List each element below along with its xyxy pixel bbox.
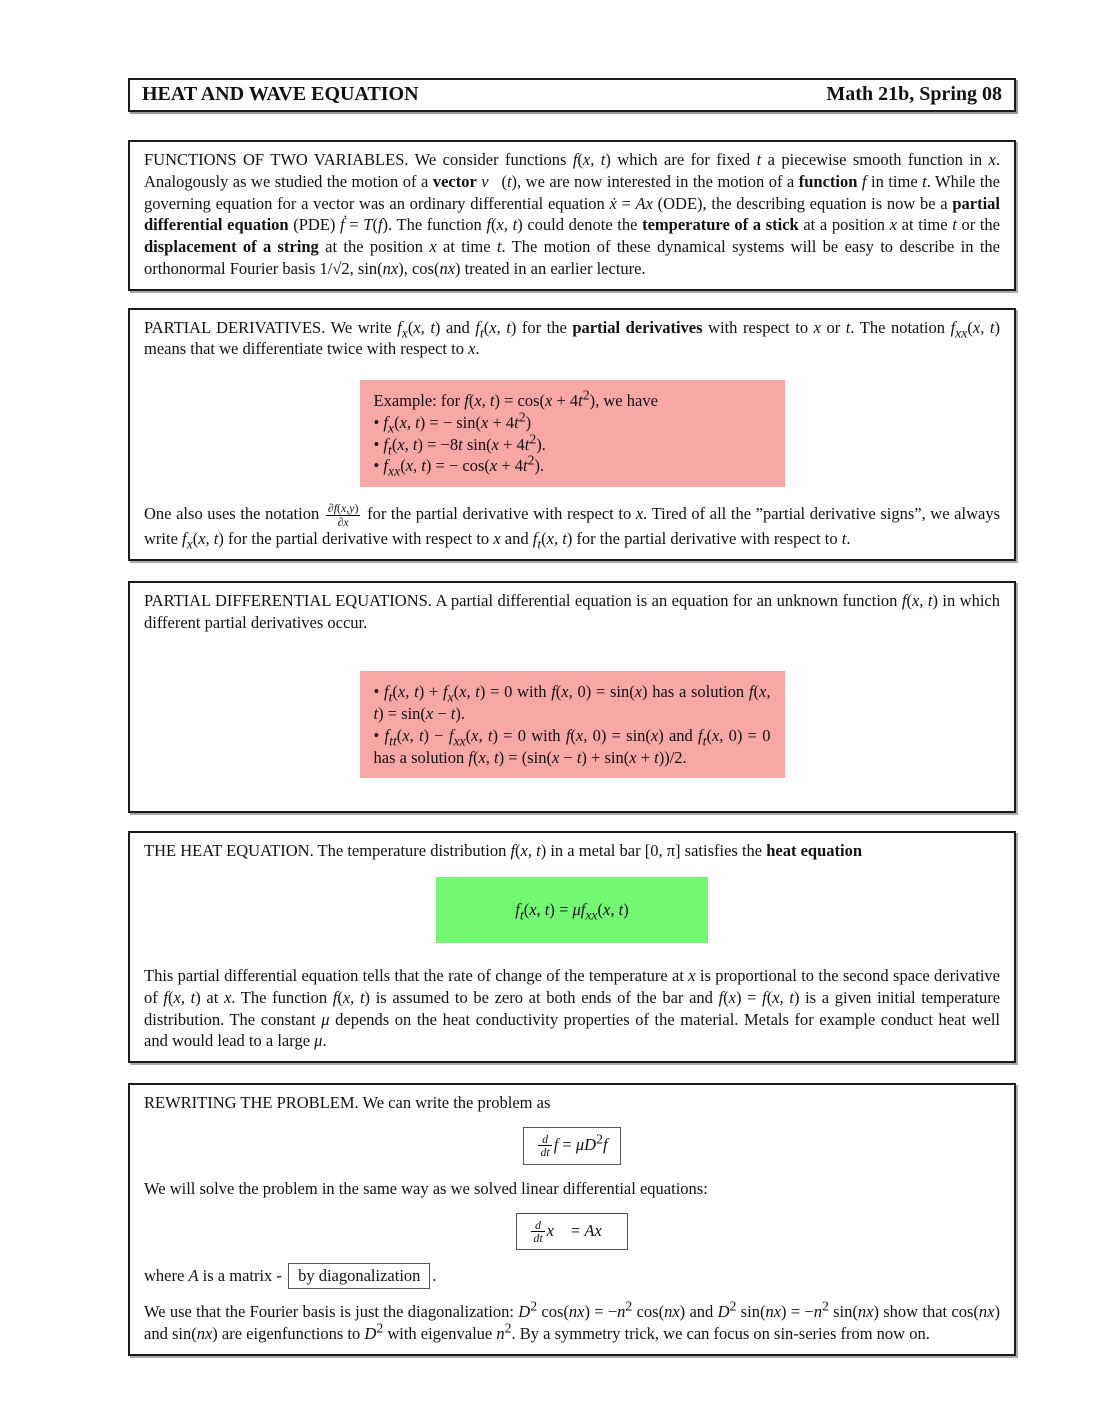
example-box-wrapper: [144, 380, 1000, 487]
page-title: HEAT AND WAVE EQUATION: [142, 83, 419, 105]
pde-intro: PARTIAL DIFFERENTIAL EQUATIONS. A partial differential equation is an equation for an unknown function f(x, t) in which different partial derivatives occur.: [144, 590, 1000, 632]
boxed-equation-ddt-f: $\frac{d}{dt}$ $f = \mu D^2f$: [523, 1127, 620, 1165]
heat-intro: THE HEAT EQUATION. The temperature distribution f(x, t) in a metal bar [0, π] satisfies the heat equation: [144, 841, 863, 861]
rewriting-solve-line: We will solve the problem in the same way as we solved linear differential equations:: [144, 1178, 708, 1198]
green-heat-equation-box: [436, 877, 708, 943]
partial-derivatives-intro: PARTIAL DERIVATIVES. We write $f_x(x$, t) and $f_t(x$, t) for the partial derivatives with respect to x or t. The notation $f_{xx}(x$, t) means that we differentiate twice with respect to x.: [144, 317, 1000, 359]
section-heat-equation: [128, 831, 1016, 1063]
pink-example-box-pde: [360, 671, 785, 778]
example-bullet: • $f_t(x$, t) = −8t $\sin(x + 4t^2)$.: [373, 431, 546, 457]
matrix-line-pre: where A is a matrix -: [144, 1266, 287, 1286]
pde-bullet: • $f_{tt}(x$, $t) - f_{xx}(x$, t) = 0 with f(x, 0) = sin(x) and $f_t(x$, 0) = 0 has a solution f(x, t) = (sin(x − t) + sin(x + t))/2.: [373, 725, 771, 767]
example-title: Example: for f(x, $t) = \cos(x + 4t^2)$, we have: [373, 387, 658, 411]
equation2-wrapper: [144, 1213, 1000, 1251]
example-box-wrapper: [144, 671, 1000, 778]
spacer: [0, 813, 1100, 831]
equation1-wrapper: [144, 1127, 1000, 1165]
spacer: [0, 561, 1100, 581]
section-functions-of-two-variables: [128, 140, 1016, 291]
functions-paragraph: FUNCTIONS OF TWO VARIABLES. We consider functions f(x, t) which are for fixed t a piecewise smooth function in x. Analogously as we studied the motion of a vector v⃗(t), we are now interested in the motion of a function f in time t. While the governing equation for a vector was an ordinary differential equation ẋ = Ax (ODE), the describing equation is now be a partial differential equation (PDE) ḟ = T(f). The function f(x, t) could denote the temperature of a stick at a position x at time t or the displacement of a string at the position x at time t. The motion of these dynamical systems will be easy to describe in the orthonormal Fourier basis 1/√2, sin(nx), cos(nx) treated in an earlier lecture.: [144, 150, 1001, 278]
pde-bullet: • $f_t(x$, $t) + f_x(x$, t) = 0 with f(x, 0) = sin(x) has a solution f(x, t) = sin(x − t).: [373, 682, 771, 724]
section-partial-derivatives: [128, 308, 1016, 561]
spacer: [0, 291, 1100, 308]
pink-example-box-derivatives: [360, 380, 785, 487]
example-bullet: • $f_{xx}(x$, t) = − $\cos(x + 4t^2)$.: [373, 452, 545, 479]
course-label: Math 21b, Spring 08: [826, 83, 1002, 105]
boxed-equation-ddt-x: $\frac{d}{dt}$ x⃗ = Ax⃗: [516, 1213, 627, 1251]
by-diagonalization-box: by diagonalization: [288, 1263, 430, 1289]
partial-derivatives-outro: One also uses the notation $\frac{\partial f(x,y)}{\partial x}$ for the partial derivative with respect to x. Tired of all the ”partial derivative signs”, we always write $f_x(x$, t) for the partial derivative with respect to x and $f_t(x$, t) for the partial derivative with respect to t.: [144, 501, 1000, 552]
matrix-line-post: .: [432, 1266, 437, 1286]
heat-equation: $f_t(x$, $t) = \mu f_{xx}(x$, t): [515, 900, 629, 923]
rewriting-title-line: REWRITING THE PROBLEM. We can write the problem as: [144, 1093, 551, 1113]
matrix-line: [144, 1263, 1000, 1289]
rewriting-body: We use that the Fourier basis is just the diagonalization: $D^2$ $\cos(nx) = -n^2$ cos(nx) and $D^2$ $\sin(nx) = -n^2$ sin(nx) show that cos(nx) and sin(nx) are eigenfunctions to $D^2$ with eigenvalue $n^2$. By a symmetry trick, we can focus on sin-series from now on.: [144, 1298, 1000, 1344]
spacer: [0, 1063, 1100, 1083]
section-rewriting-the-problem: [128, 1083, 1016, 1356]
spacer: [0, 112, 1100, 140]
header: [128, 78, 1016, 112]
section-partial-differential-equations: [128, 581, 1016, 814]
example-bullet: • $f_x(x$, t) = − $\sin(x + 4t^2)$: [373, 409, 532, 436]
heat-equation-wrapper: [144, 877, 1000, 943]
heat-body: This partial differential equation tells that the rate of change of the temperature at x is proportional to the second space derivative of f(x, t) at x. The function f(x, t) is assumed to be zero at both ends of the bar and f(x) = f(x, t) is a given initial temperature distribution. The constant μ depends on the heat conductivity properties of the material. Metals for example conduct heat well and would lead to a large μ.: [144, 966, 1001, 1051]
